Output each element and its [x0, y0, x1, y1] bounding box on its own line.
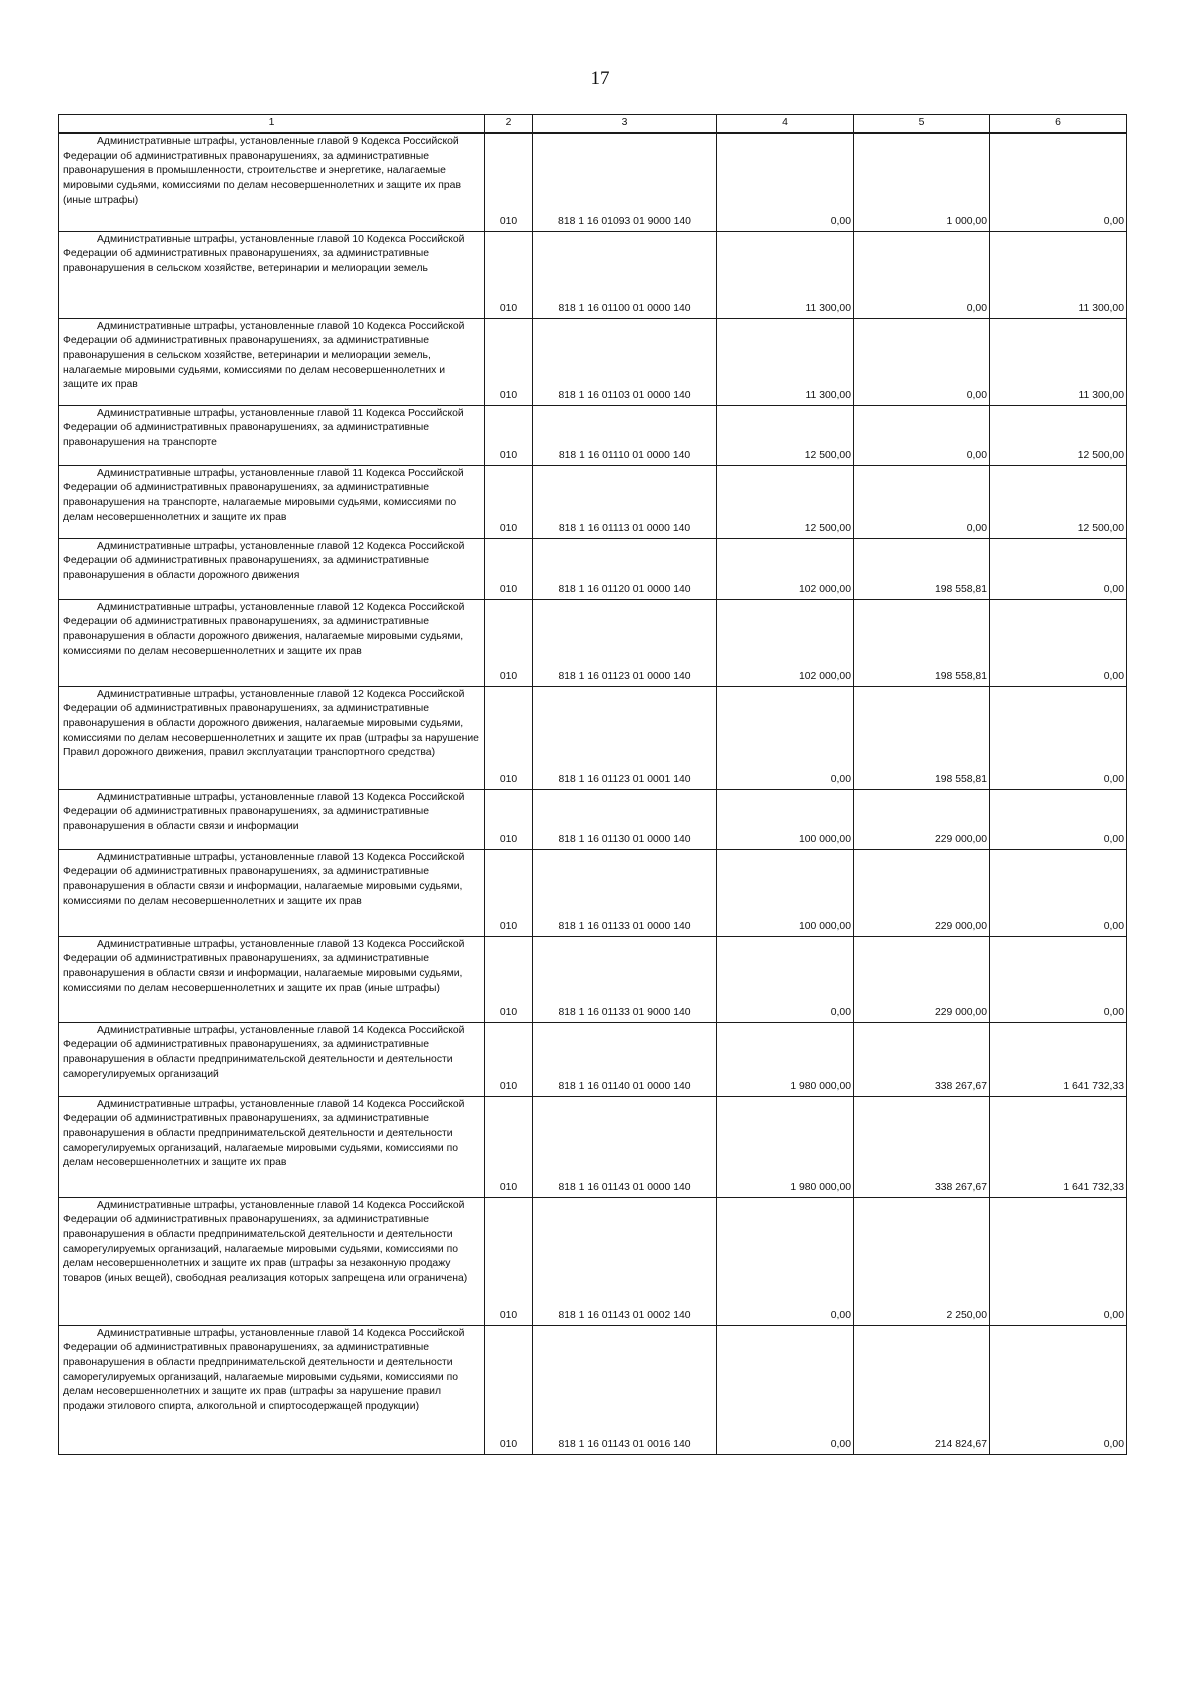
row-name-cell [59, 599, 485, 686]
row-value-col6: 1 641 732,33 [1063, 1080, 1124, 1092]
row-budget-code-cell [533, 789, 717, 849]
table-row [59, 538, 1127, 599]
row-line-code: 010 [499, 1006, 518, 1018]
table-row [59, 1096, 1127, 1197]
row-name: Административные штрафы, установленные главой 13 Кодекса Российской Федерации об административных правонарушениях, за административные правонарушения в области связи и информации, налагаемые мировыми судьями, комиссиями по делам несовершеннолетних и защите их прав (иные штрафы) [63, 938, 465, 994]
row-value-col6: 11 300,00 [1078, 389, 1124, 401]
row-line-code: 010 [499, 389, 518, 401]
column-header-2: 2 [485, 115, 533, 134]
row-value-col4-cell [717, 133, 854, 231]
row-line-code: 010 [499, 1309, 518, 1321]
page-number: 17 [590, 68, 610, 89]
row-line-code: 010 [499, 1080, 518, 1092]
row-budget-code: 818 1 16 01093 01 9000 140 [558, 215, 691, 227]
row-name-cell [59, 465, 485, 538]
row-value-col5-cell [854, 1197, 990, 1325]
row-budget-code-cell [533, 1022, 717, 1096]
row-value-col6: 11 300,00 [1078, 302, 1124, 314]
row-value-col5: 1 000,00 [946, 215, 987, 227]
row-value-col5-cell [854, 1096, 990, 1197]
row-value-col4-cell [717, 1325, 854, 1454]
row-value-col5-cell [854, 1325, 990, 1454]
row-name-cell [59, 405, 485, 465]
table-row [59, 936, 1127, 1022]
row-value-col6: 0,00 [1103, 1438, 1124, 1450]
row-line-code: 010 [499, 1438, 518, 1450]
row-value-col6-cell [990, 1096, 1127, 1197]
table-row [59, 686, 1127, 789]
row-line-code-cell [485, 318, 533, 405]
table-row [59, 133, 1127, 231]
row-name-cell [59, 1197, 485, 1325]
row-value-col6-cell [990, 789, 1127, 849]
row-line-code: 010 [499, 1181, 518, 1193]
row-budget-code: 818 1 16 01100 01 0000 140 [558, 302, 691, 314]
row-line-code: 010 [499, 522, 518, 534]
row-value-col6-cell [990, 538, 1127, 599]
row-name-cell [59, 1022, 485, 1096]
row-line-code-cell [485, 405, 533, 465]
row-name: Административные штрафы, установленные главой 10 Кодекса Российской Федерации об административных правонарушениях, за административные правонарушения в сельском хозяйстве, ветеринарии и мелиорации земель, налагаемые мировыми судьями, комиссиями по делам несовершеннолетних и защите их прав [63, 320, 465, 391]
row-name: Административные штрафы, установленные главой 10 Кодекса Российской Федерации об административных правонарушениях, за административные правонарушения в сельском хозяйстве, ветеринарии и мелиорации земель [63, 233, 465, 274]
table-row [59, 1197, 1127, 1325]
row-value-col6-cell [990, 318, 1127, 405]
row-value-col5: 198 558,81 [934, 583, 987, 595]
row-value-col4-cell [717, 538, 854, 599]
row-value-col5: 198 558,81 [934, 773, 987, 785]
row-value-col5: 229 000,00 [934, 1006, 987, 1018]
row-value-col5-cell [854, 538, 990, 599]
row-value-col4-cell [717, 405, 854, 465]
row-value-col5-cell [854, 465, 990, 538]
row-name: Административные штрафы, установленные главой 13 Кодекса Российской Федерации об административных правонарушениях, за административные правонарушения в области связи и информации [63, 791, 465, 832]
column-header-4: 4 [717, 115, 854, 134]
row-value-col5: 338 267,67 [934, 1181, 987, 1193]
row-name-cell [59, 849, 485, 936]
row-budget-code-cell [533, 465, 717, 538]
row-value-col5-cell [854, 318, 990, 405]
row-value-col5-cell [854, 936, 990, 1022]
row-value-col4-cell [717, 789, 854, 849]
row-line-code-cell [485, 133, 533, 231]
row-value-col4-cell [717, 1022, 854, 1096]
row-budget-code-cell [533, 686, 717, 789]
table-row [59, 318, 1127, 405]
row-name: Административные штрафы, установленные главой 13 Кодекса Российской Федерации об административных правонарушениях, за административные правонарушения в области связи и информации, налагаемые мировыми судьями, комиссиями по делам несовершеннолетних и защите их прав [63, 851, 465, 907]
row-budget-code-cell [533, 1197, 717, 1325]
row-name: Административные штрафы, установленные главой 11 Кодекса Российской Федерации об административных правонарушениях, за административные правонарушения на транспорте, налагаемые мировыми судьями, комиссиями по делам несовершеннолетних и защите их прав [63, 467, 464, 523]
row-value-col4: 12 500,00 [804, 522, 851, 534]
row-budget-code-cell [533, 405, 717, 465]
row-value-col4: 0,00 [830, 215, 851, 227]
row-budget-code-cell [533, 538, 717, 599]
row-line-code: 010 [499, 773, 518, 785]
table-row [59, 789, 1127, 849]
row-value-col4: 100 000,00 [798, 920, 851, 932]
table-row [59, 405, 1127, 465]
row-value-col6: 0,00 [1103, 833, 1124, 845]
row-value-col4-cell [717, 849, 854, 936]
table-row [59, 1022, 1127, 1096]
row-line-code-cell [485, 789, 533, 849]
row-value-col5: 2 250,00 [946, 1309, 987, 1321]
row-value-col4-cell [717, 1197, 854, 1325]
row-value-col5: 214 824,67 [934, 1438, 987, 1450]
row-name-cell [59, 1096, 485, 1197]
row-value-col4: 1 980 000,00 [790, 1080, 851, 1092]
row-value-col4: 0,00 [830, 1438, 851, 1450]
row-value-col6: 0,00 [1103, 215, 1124, 227]
row-value-col4-cell [717, 686, 854, 789]
row-value-col6: 0,00 [1103, 583, 1124, 595]
row-name: Административные штрафы, установленные главой 14 Кодекса Российской Федерации об административных правонарушениях, за административные правонарушения в области предпринимательской деятельности и деятельности саморегулируемых организаций, налагаемые мировыми судьями, комиссиями по делам несовершеннолетних и защите их прав (штрафы за незаконную продажу товаров (иных вещей), свободная реализация которых запрещена или ограничена) [63, 1199, 468, 1285]
row-name-cell [59, 231, 485, 318]
row-budget-code: 818 1 16 01130 01 0000 140 [558, 833, 691, 845]
row-budget-code-cell [533, 936, 717, 1022]
row-value-col4-cell [717, 1096, 854, 1197]
row-line-code-cell [485, 231, 533, 318]
row-value-col6: 0,00 [1103, 920, 1124, 932]
row-name-cell [59, 686, 485, 789]
row-value-col5-cell [854, 686, 990, 789]
table-row [59, 465, 1127, 538]
row-value-col6: 12 500,00 [1077, 522, 1124, 534]
row-budget-code: 818 1 16 01143 01 0002 140 [558, 1309, 691, 1321]
row-value-col6: 0,00 [1103, 773, 1124, 785]
row-value-col6-cell [990, 405, 1127, 465]
row-value-col6-cell [990, 936, 1127, 1022]
row-line-code-cell [485, 465, 533, 538]
row-value-col4: 0,00 [830, 1309, 851, 1321]
row-line-code: 010 [499, 833, 518, 845]
row-name-cell [59, 538, 485, 599]
row-value-col5-cell [854, 1022, 990, 1096]
row-value-col4: 1 980 000,00 [790, 1181, 851, 1193]
row-value-col4: 102 000,00 [798, 670, 851, 682]
row-line-code-cell [485, 1022, 533, 1096]
row-value-col5: 338 267,67 [934, 1080, 987, 1092]
row-value-col6-cell [990, 849, 1127, 936]
row-value-col4-cell [717, 936, 854, 1022]
row-name: Административные штрафы, установленные главой 12 Кодекса Российской Федерации об административных правонарушениях, за административные правонарушения в области дорожного движения [63, 540, 465, 581]
row-value-col4-cell [717, 599, 854, 686]
row-budget-code: 818 1 16 01123 01 0000 140 [558, 670, 691, 682]
column-header-3: 3 [533, 115, 717, 134]
row-name: Административные штрафы, установленные главой 14 Кодекса Российской Федерации об административных правонарушениях, за административные правонарушения в области предпринимательской деятельности и деятельности саморегулируемых организаций, налагаемые мировыми судьями, комиссиями по делам несовершеннолетних и защите их прав [63, 1098, 465, 1169]
row-value-col6-cell [990, 1022, 1127, 1096]
row-value-col6-cell [990, 686, 1127, 789]
column-header-5: 5 [854, 115, 990, 134]
row-budget-code-cell [533, 1325, 717, 1454]
row-name-cell [59, 1325, 485, 1454]
table-row [59, 1325, 1127, 1454]
row-value-col6: 1 641 732,33 [1063, 1181, 1124, 1193]
row-budget-code: 818 1 16 01140 01 0000 140 [558, 1080, 691, 1092]
row-budget-code: 818 1 16 01143 01 0016 140 [558, 1438, 691, 1450]
row-value-col4: 102 000,00 [798, 583, 851, 595]
row-value-col4: 11 300,00 [805, 302, 851, 314]
row-value-col5: 0,00 [966, 522, 987, 534]
row-line-code-cell [485, 849, 533, 936]
row-value-col5: 0,00 [966, 302, 987, 314]
row-budget-code: 818 1 16 01123 01 0001 140 [558, 773, 691, 785]
row-value-col6-cell [990, 133, 1127, 231]
row-budget-code: 818 1 16 01110 01 0000 140 [558, 449, 691, 461]
row-value-col6: 12 500,00 [1077, 449, 1124, 461]
report-table [58, 114, 1127, 1455]
row-budget-code: 818 1 16 01120 01 0000 140 [558, 583, 691, 595]
row-line-code-cell [485, 1096, 533, 1197]
row-value-col6-cell [990, 465, 1127, 538]
row-name: Административные штрафы, установленные главой 11 Кодекса Российской Федерации об административных правонарушениях, за административные правонарушения на транспорте [63, 407, 464, 448]
row-budget-code: 818 1 16 01133 01 9000 140 [558, 1006, 691, 1018]
table-row [59, 849, 1127, 936]
row-value-col4: 100 000,00 [798, 833, 851, 845]
row-value-col6-cell [990, 599, 1127, 686]
row-line-code: 010 [499, 583, 518, 595]
row-budget-code-cell [533, 133, 717, 231]
row-line-code: 010 [499, 670, 518, 682]
header-row [59, 115, 1127, 134]
row-budget-code-cell [533, 849, 717, 936]
row-value-col5-cell [854, 231, 990, 318]
row-name: Административные штрафы, установленные главой 14 Кодекса Российской Федерации об административных правонарушениях, за административные правонарушения в области предпринимательской деятельности и деятельности саморегулируемых организаций, налагаемые мировыми судьями, комиссиями по делам несовершеннолетних и защите их прав (штрафы за нарушение правил продажи этилового спирта, алкогольной и спиртосодержащей продукции) [63, 1327, 465, 1413]
column-header-1: 1 [59, 115, 485, 134]
row-budget-code: 818 1 16 01113 01 0000 140 [558, 522, 691, 534]
row-line-code: 010 [499, 449, 518, 461]
row-budget-code-cell [533, 599, 717, 686]
row-budget-code-cell [533, 1096, 717, 1197]
row-value-col4: 0,00 [830, 773, 851, 785]
row-value-col5: 0,00 [966, 389, 987, 401]
row-value-col5-cell [854, 133, 990, 231]
row-line-code-cell [485, 1197, 533, 1325]
row-value-col6-cell [990, 1325, 1127, 1454]
row-name-cell [59, 789, 485, 849]
row-value-col4: 12 500,00 [804, 449, 851, 461]
row-line-code-cell [485, 936, 533, 1022]
row-name: Административные штрафы, установленные главой 12 Кодекса Российской Федерации об административных правонарушениях, за административные правонарушения в области дорожного движения, налагаемые мировыми судьями, комиссиями по делам несовершеннолетних и защите их прав [63, 601, 465, 657]
row-line-code-cell [485, 1325, 533, 1454]
row-value-col5-cell [854, 789, 990, 849]
row-budget-code-cell [533, 318, 717, 405]
row-name-cell [59, 936, 485, 1022]
row-budget-code-cell [533, 231, 717, 318]
row-value-col5: 229 000,00 [934, 920, 987, 932]
row-value-col5: 198 558,81 [934, 670, 987, 682]
row-budget-code: 818 1 16 01143 01 0000 140 [558, 1181, 691, 1193]
row-name-cell [59, 318, 485, 405]
row-name: Административные штрафы, установленные главой 14 Кодекса Российской Федерации об административных правонарушениях, за административные правонарушения в области предпринимательской деятельности и деятельности саморегулируемых организаций [63, 1024, 465, 1080]
row-value-col5: 0,00 [966, 449, 987, 461]
row-line-code-cell [485, 538, 533, 599]
row-line-code-cell [485, 599, 533, 686]
row-value-col6-cell [990, 231, 1127, 318]
row-value-col4: 0,00 [830, 1006, 851, 1018]
row-budget-code: 818 1 16 01133 01 0000 140 [558, 920, 691, 932]
row-value-col4-cell [717, 231, 854, 318]
row-name: Административные штрафы, установленные главой 9 Кодекса Российской Федерации об административных правонарушениях, за административные правонарушения в промышленности, строительстве и энергетике, налагаемые мировыми судьями, комиссиями по делам несовершеннолетних и защите их прав (иные штрафы) [63, 136, 461, 206]
row-name-cell [59, 133, 485, 231]
row-value-col6-cell [990, 1197, 1127, 1325]
row-value-col6: 0,00 [1103, 1006, 1124, 1018]
table-body [59, 133, 1127, 1454]
row-line-code: 010 [499, 920, 518, 932]
row-name: Административные штрафы, установленные главой 12 Кодекса Российской Федерации об административных правонарушениях, за административные правонарушения в области дорожного движения, налагаемые мировыми судьями, комиссиями по делам несовершеннолетних и защите их прав (штрафы за нарушение Правил дорожного движения, правил эксплуатации транспортного средства) [63, 688, 479, 759]
row-line-code: 010 [499, 302, 518, 314]
row-budget-code: 818 1 16 01103 01 0000 140 [558, 389, 691, 401]
row-value-col4: 11 300,00 [805, 389, 851, 401]
table-row [59, 231, 1127, 318]
row-value-col5-cell [854, 599, 990, 686]
row-value-col5-cell [854, 405, 990, 465]
row-value-col5-cell [854, 849, 990, 936]
row-line-code: 010 [499, 215, 518, 227]
row-value-col6: 0,00 [1103, 1309, 1124, 1321]
row-value-col4-cell [717, 318, 854, 405]
row-value-col4-cell [717, 465, 854, 538]
column-header-6: 6 [990, 115, 1127, 134]
table-row [59, 599, 1127, 686]
row-value-col6: 0,00 [1103, 670, 1124, 682]
row-value-col5: 229 000,00 [934, 833, 987, 845]
row-line-code-cell [485, 686, 533, 789]
